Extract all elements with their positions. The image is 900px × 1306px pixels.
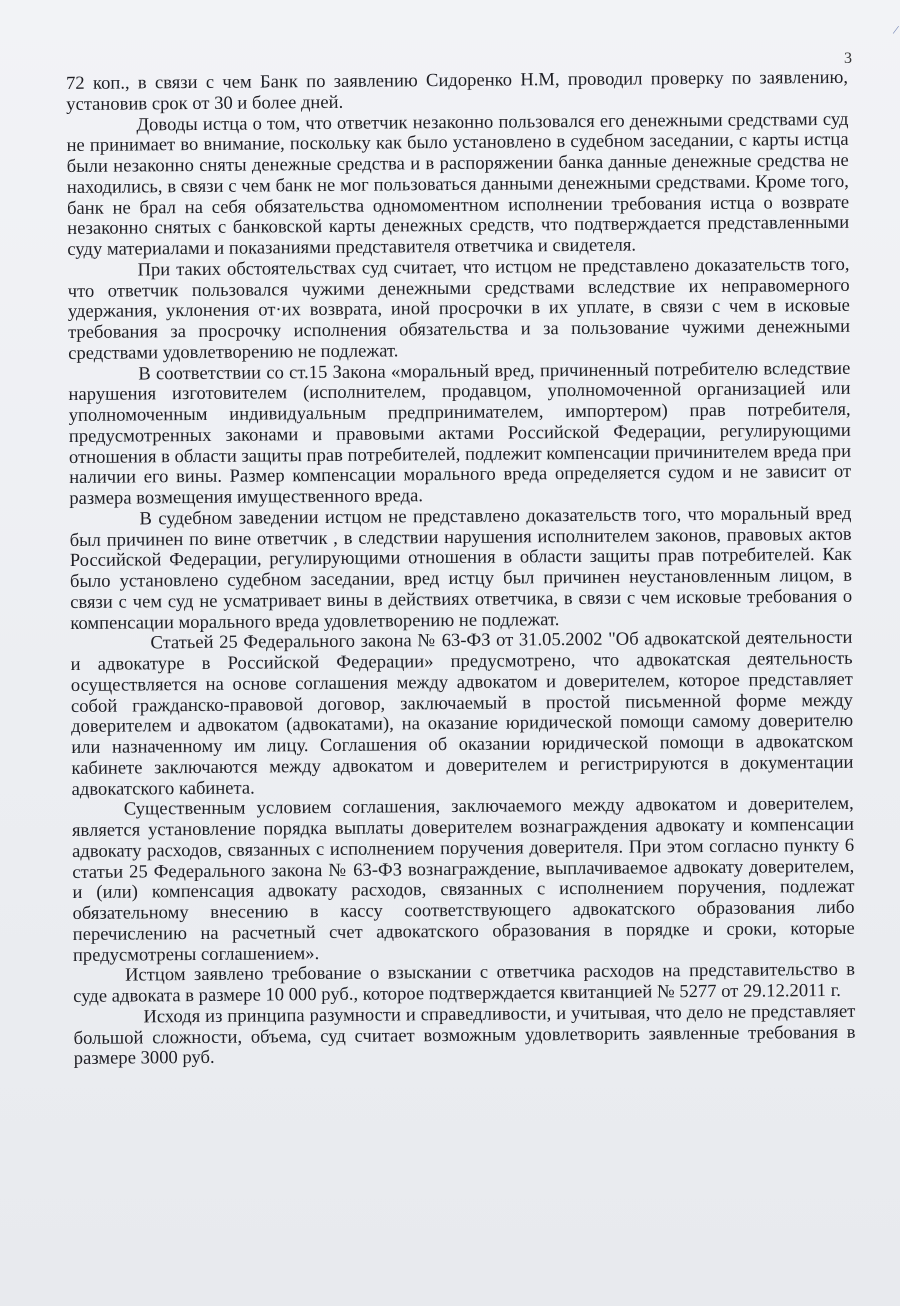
paragraph-agreement-terms: Существенным условием соглашения, заключаемого между адвокатом и доверителем, является установление порядка выплаты доверителем вознаграждения адвокату и компенсации адвокату расходов, связанных с исполнением поручения доверителя. При этом согласно пункту 6 статьи 25 Федерального закона № 63-ФЗ вознаграждение, выплачиваемое адвокату доверителем, и (или) компенсация адвокату расходов, связанных с исполнением поручения, подлежат обязательному внесению в кассу соответствующего адвокатского образования либо перечислению на расчетный счет адвокатского образования в порядке и сроки, которые предусмотрены соглашением». [71, 793, 855, 966]
paragraph-advocacy-law: Статьей 25 Федерального закона № 63-ФЗ от 31.05.2002 "Об адвокатской деятельности и адвокатуре в Российской Федерации» предусмотрено, что адвокатская деятельность осуществляется на основе соглашения между адвокатом и доверителем, которое представляет собой гражданско-правовой договор, заключаемый в простой письменной форме между доверителем и адвокатом (адвокатами), на оказание юридической помощи самому доверителю или назначенному им лицу. Соглашения об оказании юридической помощи в адвокатском кабинете заключаются между адвокатом и доверителем и регистрируются в документации адвокатского кабинета. [70, 627, 854, 800]
paragraph-court-conclusion: При таких обстоятельствах суд считает, что истцом не представлено доказательств того, что ответчик пользовался чужими денежными средствами вследствие их неправомерного удержания, уклонения от·их возврата, иной просрочки в их уплате, в связи с чем в исковые требования за просрочку исполнения обязательства и за пользование чужими денежными средствами удовлетворению не подлежат. [67, 253, 851, 364]
paragraph-costs-decision: Исходя из принципа разумности и справедливости, и учитывая, что дело не представляет большой сложности, объема, суд считает возможным удовлетворить заявленные требования в размере 3000 руб. [73, 1000, 856, 1070]
document-body [66, 68, 856, 1070]
paragraph-moral-damage-denied: В судебном заведении истцом не представлено доказательств того, что моральный вред был причинен по вине ответчик , в следствии нарушения исполнителем законов, правовых актов Российской Федерации, регулирующими отношения в области защиты прав потребителей. Как было установлено судебном заседании, вред истцу был причинен неустановленным лицом, в связи с чем суд не усматривает вины в действиях ответчика, в связи с чем исковые требования о компенсации морального вреда удовлетворению не подлежат. [69, 502, 853, 634]
corner-pen-mark: / [892, 21, 900, 38]
paragraph-legal-costs-claim: Истцом заявлено требование о взыскании с ответчика расходов на представительство в суде адвоката в размере 10 000 руб., которое подтверждается квитанцией № 5277 от 29.12.2011 г. [73, 959, 856, 1007]
paragraph-moral-damage-law: В соответствии со ст.15 Закона «моральный вред, причиненный потребителю вследствие нарушения изготовителем (исполнителем, продавцом, уполномоченной организацией или уполномоченным индивидуальным предпринимателем, импортером) прав потребителя, предусмотренных законами и правовыми актами Российской Федерации, регулирующими отношения в области защиты прав потребителей, подлежит компенсации причинителем вреда при наличии его вины. Размер компенсации морального вреда определяется судом и не зависит от размера возмещения имущественного вреда. [68, 357, 852, 509]
paragraph-bank-check: 72 коп., в связи с чем Банк по заявлению Сидоренко Н.М, проводил проверку по заявлению, установив срок от 30 и более дней. [65, 66, 849, 115]
page-number: 3 [844, 50, 852, 67]
paragraph-plaintiff-arguments: Доводы истца о том, что ответчик незаконно пользовался его денежными средствами суд не принимает во внимание, поскольку как было установлено в судебном заседании, с карты истца были незаконно сняты денежные средства и в распоряжении банка данные денежные средства не находились, в связи с чем банк не мог пользоваться данными денежными средствами. Кроме того, банк не брал на себя обязательства одномоментном исполнении требования истца о возврате незаконно снятых с банковской карты денежных средств, что подтверждается представленными суду материалами и показаниями представителя ответчика и свидетеля. [66, 108, 850, 260]
